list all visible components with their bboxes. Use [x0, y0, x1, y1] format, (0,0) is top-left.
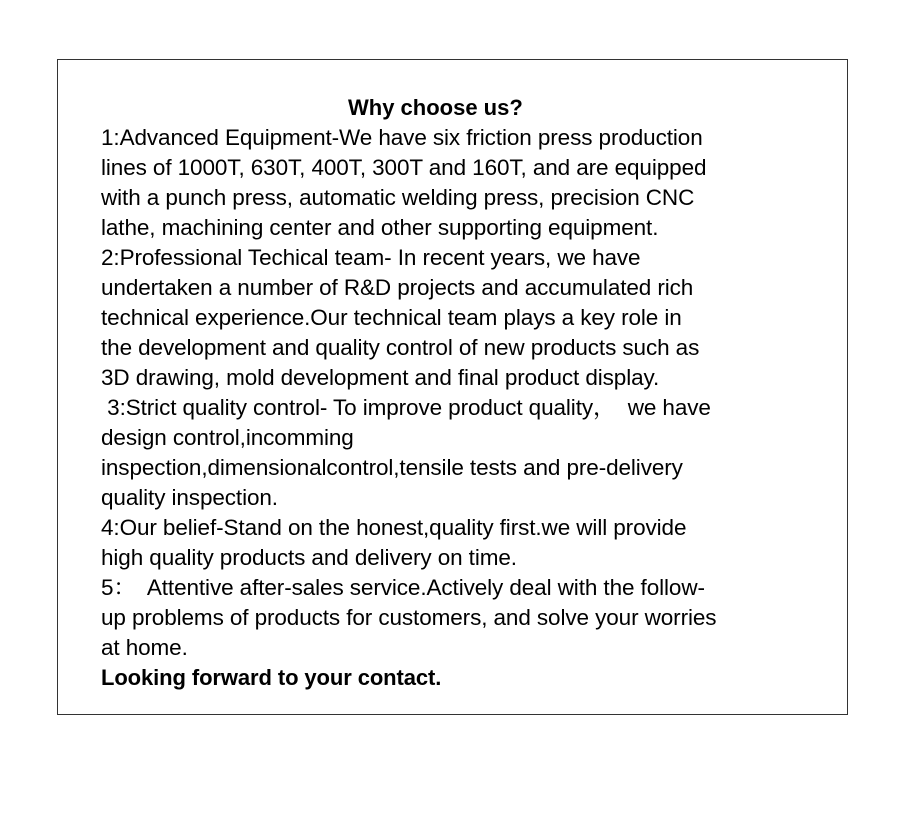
text-line: 3D drawing, mold development and final product display. [101, 365, 660, 390]
closing-text: Looking forward to your contact. [101, 665, 442, 690]
text-line: undertaken a number of R&D projects and accumulated rich [101, 275, 694, 300]
text-line: 4:Our belief-Stand on the honest,quality first.we will provide [101, 515, 687, 540]
text-line: design control,incomming [101, 425, 354, 450]
text-line: 1:Advanced Equipment-We have six friction press production [101, 125, 703, 150]
text-line: 3:Strict quality control- To improve product quality， we have [101, 395, 711, 420]
section-heading: Why choose us? [348, 95, 523, 120]
text-line: the development and quality control of new products such as [101, 335, 700, 360]
text-line: 5： Attentive after-sales service.Actively deal with the follow- [101, 575, 705, 600]
text-line: lathe, machining center and other supporting equipment. [101, 215, 659, 240]
text-line: inspection,dimensionalcontrol,tensile tests and pre-delivery [101, 455, 683, 480]
text-line: technical experience.Our technical team plays a key role in [101, 305, 682, 330]
text-line: lines of 1000T, 630T, 400T, 300T and 160T, and are equipped [101, 155, 707, 180]
text-line: 2:Professional Techical team- In recent years, we have [101, 245, 641, 270]
text-line: with a punch press, automatic welding press, precision CNC [101, 185, 695, 210]
content-frame [57, 59, 848, 715]
body-text [101, 123, 846, 693]
text-line: at home. [101, 635, 188, 660]
text-line: quality inspection. [101, 485, 278, 510]
text-line: up problems of products for customers, and solve your worries [101, 605, 717, 630]
text-line: high quality products and delivery on time. [101, 545, 517, 570]
